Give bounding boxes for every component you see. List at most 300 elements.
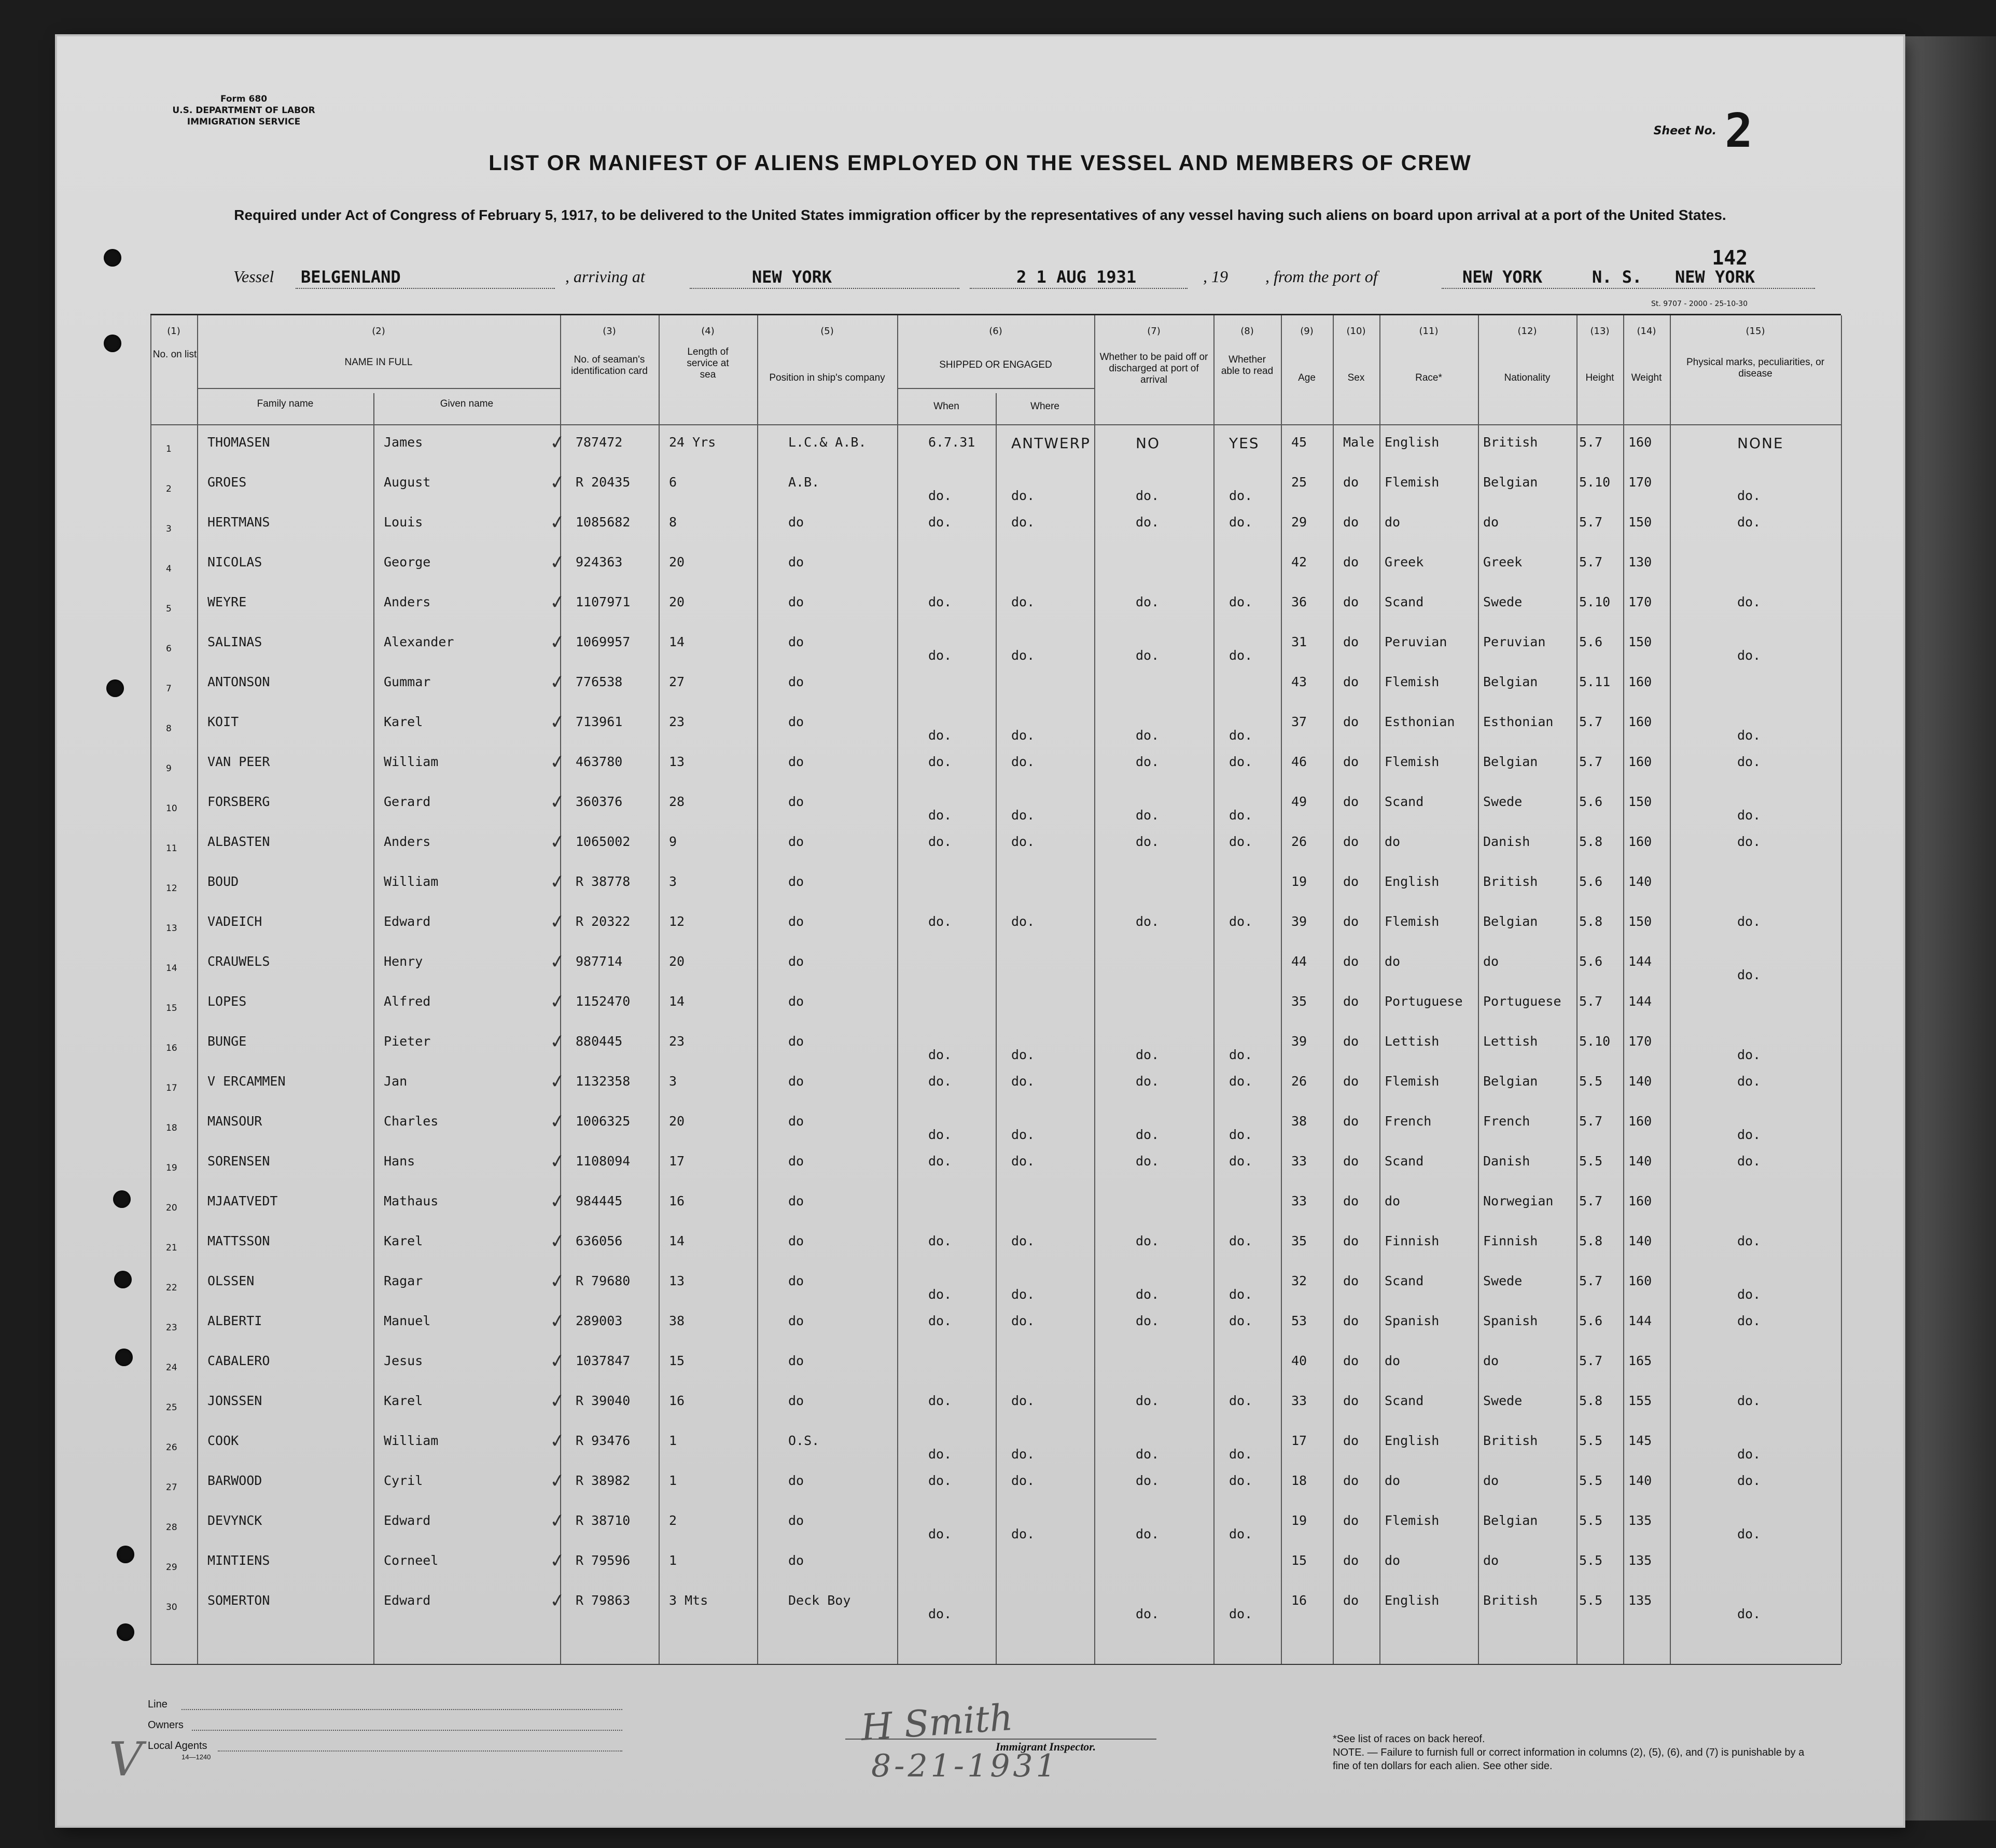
- given-name-cell: Karel: [384, 1233, 423, 1248]
- sex-cell: do: [1343, 475, 1359, 490]
- given-name-cell: Anders: [384, 834, 431, 849]
- shipped-where-cell: do.: [1011, 1393, 1035, 1408]
- height-cell: 5.5: [1579, 1074, 1603, 1089]
- inspector-label: Immigrant Inspector.: [996, 1740, 1096, 1753]
- row-number: 4: [166, 564, 172, 574]
- header-rule: [150, 424, 1841, 425]
- height-cell: 5.11: [1579, 674, 1611, 689]
- service-length-cell: 16: [669, 1193, 685, 1208]
- height-cell: 5.6: [1579, 634, 1603, 649]
- given-name-cell: Corneel: [384, 1553, 439, 1568]
- paid-off-cell: do.: [1136, 1606, 1160, 1621]
- service-length-cell: 20: [669, 1114, 685, 1129]
- checkmark-icon: ✓: [548, 790, 567, 814]
- owners-label: Owners: [148, 1719, 184, 1731]
- row-number: 21: [166, 1243, 177, 1253]
- height-cell: 5.7: [1579, 1353, 1603, 1368]
- sex-cell: do: [1343, 1114, 1359, 1129]
- checkmark-icon: ✓: [548, 870, 567, 894]
- nationality-cell: British: [1483, 874, 1538, 889]
- given-name-cell: Charles: [384, 1114, 439, 1129]
- header-when: When: [933, 401, 959, 412]
- position-cell: do: [788, 1473, 804, 1488]
- physical-marks-cell: do.: [1737, 1526, 1761, 1541]
- weight-cell: 150: [1628, 634, 1652, 649]
- header-age: Age: [1298, 372, 1316, 383]
- header-position: Position in ship's company: [769, 372, 885, 383]
- row-number: 14: [166, 963, 177, 974]
- column-rule: [197, 315, 198, 1664]
- position-cell: do: [788, 515, 804, 530]
- nationality-cell: Belgian: [1483, 475, 1538, 490]
- checkmark-icon: ✓: [548, 1270, 567, 1293]
- race-cell: do: [1385, 1193, 1401, 1208]
- col-num-6: (6): [989, 326, 1002, 337]
- physical-marks-cell: do.: [1737, 754, 1761, 769]
- service-length-cell: 1: [669, 1473, 677, 1488]
- physical-marks-cell: do.: [1737, 594, 1761, 609]
- age-cell: 42: [1291, 554, 1307, 569]
- age-cell: 35: [1291, 1233, 1307, 1248]
- position-cell: O.S.: [788, 1433, 820, 1448]
- header-paid-off: Whether to be paid off or discharged at port of arrival: [1099, 352, 1208, 385]
- card-number-cell: R 93476: [576, 1433, 631, 1448]
- age-cell: 26: [1291, 1074, 1307, 1089]
- age-cell: 19: [1291, 874, 1307, 889]
- checkmark-icon: ✓: [548, 950, 567, 974]
- given-name-cell: Ragar: [384, 1273, 423, 1288]
- able-to-read-cell: do.: [1229, 1606, 1253, 1621]
- weight-cell: 144: [1628, 1313, 1652, 1328]
- age-cell: 49: [1291, 794, 1307, 809]
- row-number: 29: [166, 1562, 177, 1573]
- service-length-cell: 6: [669, 475, 677, 490]
- card-number-cell: R 79680: [576, 1273, 631, 1288]
- header-able-to-read: Whether able to read: [1221, 354, 1274, 377]
- able-to-read-cell: do.: [1229, 834, 1253, 849]
- card-number-cell: 787472: [576, 435, 623, 450]
- manifest-page: [57, 36, 1903, 1826]
- col-num-9: (9): [1300, 326, 1314, 337]
- penalty-note: NOTE. — Failure to furnish full or correct information in columns (2), (5), (6), and (7) is punishable by a fine of ten dollars for each alien. See other side.: [1333, 1747, 1805, 1772]
- able-to-read-cell: do.: [1229, 914, 1253, 929]
- family-name-cell: SORENSEN: [207, 1154, 270, 1169]
- shipped-where-cell: do.: [1011, 515, 1035, 530]
- card-number-cell: R 20322: [576, 914, 631, 929]
- race-cell: Scand: [1385, 794, 1424, 809]
- from-port-3: NEW YORK: [1675, 267, 1755, 287]
- nationality-cell: Lettish: [1483, 1034, 1538, 1049]
- col-num-11: (11): [1419, 326, 1439, 337]
- weight-cell: 130: [1628, 554, 1652, 569]
- height-cell: 5.5: [1579, 1593, 1603, 1608]
- age-cell: 39: [1291, 1034, 1307, 1049]
- nationality-cell: Norwegian: [1483, 1193, 1554, 1208]
- physical-marks-cell: do.: [1737, 1473, 1761, 1488]
- row-number: 17: [166, 1083, 177, 1093]
- shipped-when-cell: do.: [928, 1393, 952, 1408]
- row-number: 3: [166, 524, 172, 534]
- physical-marks-cell: do.: [1737, 728, 1761, 743]
- race-cell: do: [1385, 1353, 1401, 1368]
- sex-cell: do: [1343, 834, 1359, 849]
- row-number: 19: [166, 1163, 177, 1173]
- nationality-cell: Belgian: [1483, 1513, 1538, 1528]
- col-num-7: (7): [1147, 326, 1161, 337]
- shipped-where-cell: do.: [1011, 754, 1035, 769]
- column-rule: [1333, 315, 1334, 1664]
- card-number-cell: 1085682: [576, 515, 631, 530]
- family-name-cell: ANTONSON: [207, 674, 270, 689]
- race-cell: Finnish: [1385, 1233, 1440, 1248]
- service-length-cell: 20: [669, 554, 685, 569]
- given-name-cell: Edward: [384, 1593, 431, 1608]
- paid-off-cell: do.: [1136, 648, 1160, 663]
- vessel-line: [233, 267, 1815, 293]
- shipped-where-cell: do.: [1011, 1047, 1035, 1062]
- able-to-read-cell: do.: [1229, 515, 1253, 530]
- shipped-where-cell: do.: [1011, 594, 1035, 609]
- race-cell: Lettish: [1385, 1034, 1440, 1049]
- column-rule: [1213, 315, 1215, 1664]
- date-underline: [970, 288, 1188, 289]
- family-name-cell: SOMERTON: [207, 1593, 270, 1608]
- row-number: 7: [166, 684, 172, 694]
- age-cell: 31: [1291, 634, 1307, 649]
- age-cell: 33: [1291, 1393, 1307, 1408]
- shipped-where-cell: do.: [1011, 728, 1035, 743]
- given-name-cell: Karel: [384, 1393, 423, 1408]
- card-number-cell: 463780: [576, 754, 623, 769]
- weight-cell: 155: [1628, 1393, 1652, 1408]
- shipped-where-cell: do.: [1011, 1154, 1035, 1169]
- able-to-read-cell: do.: [1229, 1233, 1253, 1248]
- position-cell: do: [788, 1393, 804, 1408]
- owners-rule: [192, 1730, 622, 1731]
- checkmark-icon: ✓: [548, 1549, 567, 1573]
- shipped-when-cell: do.: [928, 1447, 952, 1462]
- weight-cell: 140: [1628, 1473, 1652, 1488]
- race-cell: Flemish: [1385, 754, 1440, 769]
- given-name-cell: Hans: [384, 1154, 415, 1169]
- height-cell: 5.5: [1579, 1553, 1603, 1568]
- shipped-when-cell: do.: [928, 1606, 952, 1621]
- given-name-cell: William: [384, 1433, 439, 1448]
- weight-cell: 160: [1628, 754, 1652, 769]
- height-cell: 5.7: [1579, 754, 1603, 769]
- race-cell: Scand: [1385, 1154, 1424, 1169]
- physical-marks-cell: do.: [1737, 834, 1761, 849]
- card-number-cell: R 79863: [576, 1593, 631, 1608]
- header-nationality: Nationality: [1504, 372, 1551, 383]
- paid-off-cell: do.: [1136, 1047, 1160, 1062]
- header-weight: Weight: [1631, 372, 1662, 383]
- age-cell: 33: [1291, 1154, 1307, 1169]
- shipped-when-cell: do.: [928, 1526, 952, 1541]
- row-number: 28: [166, 1522, 177, 1533]
- physical-marks-cell: do.: [1737, 1606, 1761, 1621]
- checkmark-icon: ✓: [548, 1230, 567, 1253]
- shipped-when-cell: do.: [928, 515, 952, 530]
- checkmark-icon: ✓: [548, 631, 567, 654]
- paid-off-cell: do.: [1136, 1473, 1160, 1488]
- position-cell: do: [788, 594, 804, 609]
- paid-off-cell: do.: [1136, 1393, 1160, 1408]
- physical-marks-cell: do.: [1737, 1154, 1761, 1169]
- checkmark-icon: ✓: [548, 1509, 567, 1533]
- family-name-cell: ALBERTI: [207, 1313, 262, 1328]
- race-cell: Greek: [1385, 554, 1424, 569]
- paid-off-cell: do.: [1136, 1154, 1160, 1169]
- service-length-cell: 12: [669, 914, 685, 929]
- from-label: , from the port of: [1265, 267, 1378, 286]
- checkmark-icon: ✓: [548, 1190, 567, 1213]
- card-number-cell: 880445: [576, 1034, 623, 1049]
- nationality-cell: Belgian: [1483, 674, 1538, 689]
- age-cell: 37: [1291, 714, 1307, 729]
- race-cell: Esthonian: [1385, 714, 1455, 729]
- binder-hole: [114, 1271, 132, 1288]
- vessel-label: Vessel: [233, 267, 274, 286]
- shipped-when-cell: 6.7.31: [928, 435, 975, 450]
- height-cell: 5.8: [1579, 1393, 1603, 1408]
- age-cell: 53: [1291, 1313, 1307, 1328]
- column-rule: [1281, 315, 1282, 1664]
- able-to-read-cell: do.: [1229, 1526, 1253, 1541]
- service-length-cell: 3: [669, 874, 677, 889]
- row-number: 24: [166, 1363, 177, 1373]
- age-cell: 15: [1291, 1553, 1307, 1568]
- row-number: 8: [166, 724, 172, 734]
- row-number: 11: [166, 843, 177, 854]
- sex-cell: do: [1343, 554, 1359, 569]
- row-number: 6: [166, 644, 172, 654]
- able-to-read-cell: YES: [1229, 435, 1260, 452]
- shipped-where-cell: ANTWERP: [1011, 435, 1091, 452]
- vessel-underline: [296, 288, 555, 289]
- nationality-cell: Swede: [1483, 794, 1523, 809]
- race-note: *See list of races on back hereof.: [1333, 1733, 1485, 1745]
- able-to-read-cell: do.: [1229, 488, 1253, 503]
- checkmark-icon: ✓: [548, 511, 567, 534]
- service-length-cell: 20: [669, 954, 685, 969]
- able-to-read-cell: do.: [1229, 1313, 1253, 1328]
- race-cell: French: [1385, 1114, 1432, 1129]
- nationality-cell: Danish: [1483, 834, 1530, 849]
- sex-cell: do: [1343, 594, 1359, 609]
- position-cell: do: [788, 794, 804, 809]
- col-num-4: (4): [701, 326, 715, 337]
- able-to-read-cell: do.: [1229, 1393, 1253, 1408]
- able-to-read-cell: do.: [1229, 1154, 1253, 1169]
- checkmark-icon: ✓: [548, 1310, 567, 1333]
- weight-cell: 140: [1628, 1154, 1652, 1169]
- given-name-cell: Henry: [384, 954, 423, 969]
- able-to-read-cell: do.: [1229, 1074, 1253, 1089]
- service-length-cell: 23: [669, 1034, 685, 1049]
- checkmark-icon: ✓: [548, 1110, 567, 1133]
- height-cell: 5.7: [1579, 714, 1603, 729]
- paid-off-cell: do.: [1136, 808, 1160, 823]
- checkmark-icon: ✓: [548, 471, 567, 494]
- position-cell: do: [788, 1034, 804, 1049]
- able-to-read-cell: do.: [1229, 1473, 1253, 1488]
- position-cell: do: [788, 1074, 804, 1089]
- given-name-cell: Anders: [384, 594, 431, 609]
- position-cell: do: [788, 754, 804, 769]
- service-length-cell: 17: [669, 1154, 685, 1169]
- shipped-when-cell: do.: [928, 1313, 952, 1328]
- column-rule: [996, 393, 997, 1664]
- nationality-cell: Greek: [1483, 554, 1523, 569]
- card-number-cell: R 20435: [576, 475, 631, 490]
- row-number: 12: [166, 883, 177, 894]
- nationality-cell: British: [1483, 435, 1538, 450]
- card-number-cell: 924363: [576, 554, 623, 569]
- given-name-cell: George: [384, 554, 431, 569]
- weight-cell: 150: [1628, 515, 1652, 530]
- column-rule: [373, 393, 374, 1664]
- card-number-cell: R 38778: [576, 874, 631, 889]
- paid-off-cell: do.: [1136, 1074, 1160, 1089]
- position-cell: do: [788, 1513, 804, 1528]
- weight-cell: 150: [1628, 914, 1652, 929]
- header-family-name: Family name: [257, 398, 314, 409]
- col-num-10: (10): [1346, 326, 1366, 337]
- row-number: 13: [166, 923, 177, 934]
- given-name-cell: Gummar: [384, 674, 431, 689]
- sex-cell: do: [1343, 714, 1359, 729]
- service-length-cell: 14: [669, 1233, 685, 1248]
- card-number-cell: R 39040: [576, 1393, 631, 1408]
- position-cell: Deck Boy: [788, 1593, 851, 1608]
- physical-marks-cell: do.: [1737, 914, 1761, 929]
- signature-rule: [845, 1739, 1156, 1740]
- age-cell: 17: [1291, 1433, 1307, 1448]
- column-rule: [897, 315, 898, 1664]
- nationality-cell: Belgian: [1483, 754, 1538, 769]
- service-length-cell: 20: [669, 594, 685, 609]
- position-cell: do: [788, 1273, 804, 1288]
- family-name-cell: NICOLAS: [207, 554, 262, 569]
- column-rule: [659, 315, 660, 1664]
- weight-cell: 160: [1628, 1193, 1652, 1208]
- checkmark-icon: ✓: [548, 671, 567, 694]
- family-name-cell: COOK: [207, 1433, 239, 1448]
- paid-off-cell: do.: [1136, 1526, 1160, 1541]
- physical-marks-cell: do.: [1737, 967, 1761, 982]
- paid-off-cell: do.: [1136, 1313, 1160, 1328]
- service-length-cell: 14: [669, 634, 685, 649]
- service-length-cell: 16: [669, 1393, 685, 1408]
- checkmark-icon: ✓: [548, 990, 567, 1013]
- header-length-service: Length of service at sea: [687, 346, 729, 380]
- height-cell: 5.7: [1579, 1193, 1603, 1208]
- weight-cell: 160: [1628, 435, 1652, 450]
- service-length-cell: 27: [669, 674, 685, 689]
- margin-mark: V: [109, 1732, 143, 1787]
- given-name-cell: Cyril: [384, 1473, 423, 1488]
- shipped-where-cell: do.: [1011, 914, 1035, 929]
- shipped-when-cell: do.: [928, 834, 952, 849]
- card-number-cell: 1069957: [576, 634, 631, 649]
- weight-cell: 140: [1628, 874, 1652, 889]
- year-label: , 19: [1203, 267, 1228, 286]
- weight-cell: 135: [1628, 1593, 1652, 1608]
- family-name-cell: ALBASTEN: [207, 834, 270, 849]
- weight-cell: 170: [1628, 475, 1652, 490]
- sex-cell: do: [1343, 874, 1359, 889]
- binder-hole: [115, 1349, 133, 1366]
- card-number-cell: 1065002: [576, 834, 631, 849]
- service-length-cell: 3: [669, 1074, 677, 1089]
- position-cell: A.B.: [788, 475, 820, 490]
- col-num-8: (8): [1240, 326, 1254, 337]
- nationality-cell: Swede: [1483, 594, 1523, 609]
- weight-cell: 160: [1628, 674, 1652, 689]
- sex-cell: do: [1343, 1313, 1359, 1328]
- able-to-read-cell: do.: [1229, 1287, 1253, 1302]
- height-cell: 5.5: [1579, 1154, 1603, 1169]
- sex-cell: do: [1343, 954, 1359, 969]
- height-cell: 5.7: [1579, 994, 1603, 1009]
- height-cell: 5.10: [1579, 475, 1611, 490]
- header-physical-marks: Physical marks, peculiarities, or disease: [1686, 357, 1825, 379]
- header-where: Where: [1030, 401, 1059, 412]
- height-cell: 5.8: [1579, 914, 1603, 929]
- service-length-cell: 9: [669, 834, 677, 849]
- height-cell: 5.6: [1579, 794, 1603, 809]
- able-to-read-cell: do.: [1229, 594, 1253, 609]
- sex-cell: do: [1343, 1353, 1359, 1368]
- shipped-when-cell: do.: [928, 648, 952, 663]
- paid-off-cell: do.: [1136, 1233, 1160, 1248]
- signature-date: 8-21-1931: [871, 1748, 1059, 1784]
- service-length-cell: 38: [669, 1313, 685, 1328]
- position-cell: do: [788, 634, 804, 649]
- card-number-cell: 1107971: [576, 594, 631, 609]
- service-length-cell: 15: [669, 1353, 685, 1368]
- form-number: Form 680: [220, 94, 268, 104]
- weight-cell: 160: [1628, 834, 1652, 849]
- nationality-cell: do: [1483, 515, 1499, 530]
- sex-cell: do: [1343, 1393, 1359, 1408]
- family-name-cell: VAN PEER: [207, 754, 270, 769]
- nationality-cell: Peruvian: [1483, 634, 1546, 649]
- physical-marks-cell: do.: [1737, 1287, 1761, 1302]
- paid-off-cell: NO: [1136, 435, 1160, 452]
- position-cell: do: [788, 1233, 804, 1248]
- sex-cell: do: [1343, 1074, 1359, 1089]
- header-height: Height: [1585, 372, 1614, 383]
- position-cell: do: [788, 874, 804, 889]
- column-rule: [150, 315, 151, 1664]
- physical-marks-cell: do.: [1737, 808, 1761, 823]
- col-num-3: (3): [603, 326, 616, 337]
- shipped-where-cell: do.: [1011, 1447, 1035, 1462]
- shipped-where-cell: do.: [1011, 834, 1035, 849]
- race-cell: do: [1385, 1553, 1401, 1568]
- age-cell: 40: [1291, 1353, 1307, 1368]
- position-cell: do: [788, 834, 804, 849]
- race-cell: Flemish: [1385, 1074, 1440, 1089]
- shipped-when-cell: do.: [928, 1473, 952, 1488]
- page-number: 142: [1712, 246, 1748, 269]
- shipped-where-cell: do.: [1011, 1473, 1035, 1488]
- height-cell: 5.7: [1579, 1273, 1603, 1288]
- physical-marks-cell: do.: [1737, 1393, 1761, 1408]
- given-name-cell: Pieter: [384, 1034, 431, 1049]
